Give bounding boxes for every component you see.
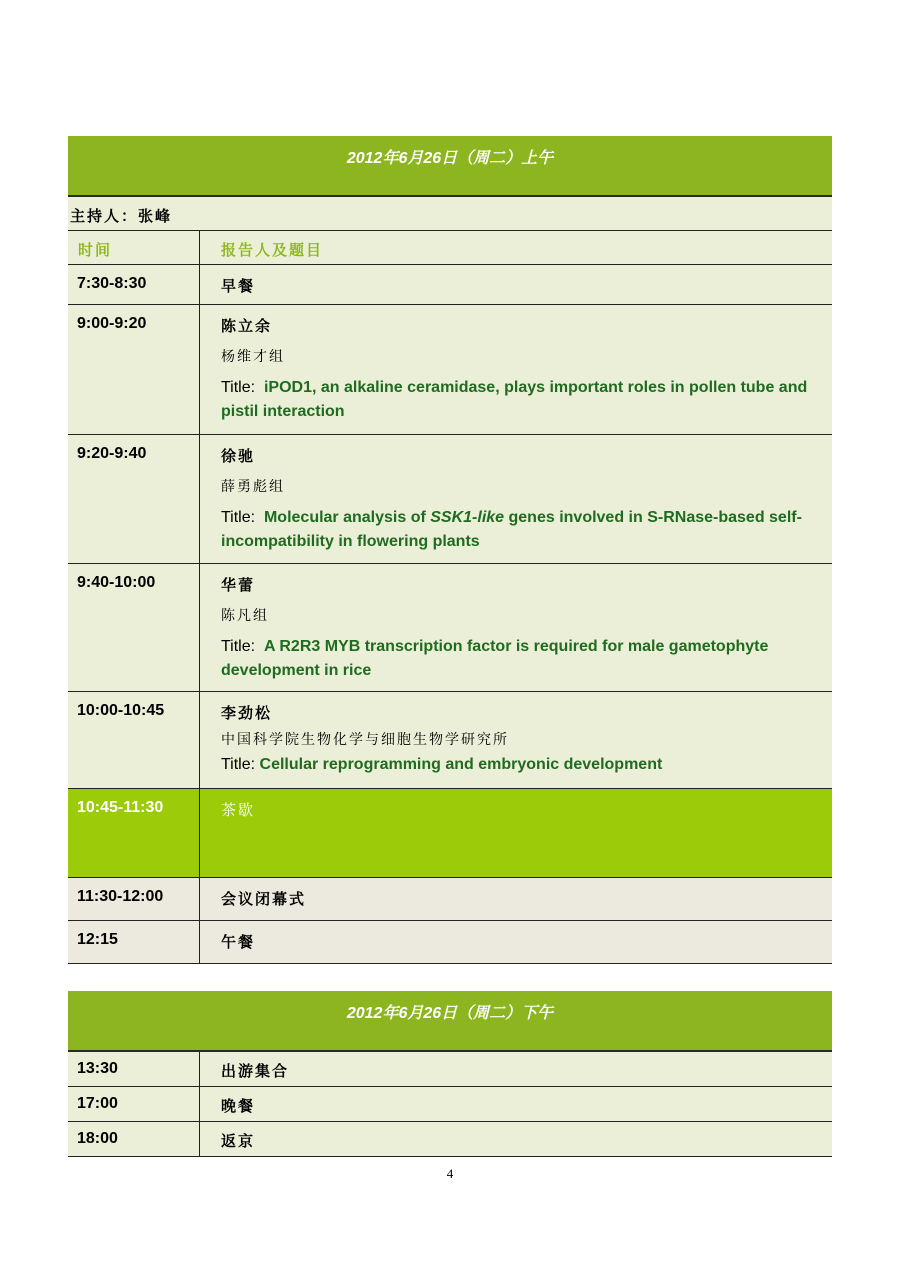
row-title [221,635,812,683]
row-time: 10:00-10:45 [68,692,200,788]
row-time: 9:20-9:40 [68,435,200,563]
page-number: 4 [446,1166,454,1181]
row-activity: 出游集合 [221,1062,290,1080]
row-group: 杨维才组 [221,349,285,365]
talk-title: Cellular reprogramming and embryonic development [259,756,663,773]
table-row-tea-break [68,789,832,878]
row-activity: 晚餐 [221,1097,256,1115]
header-time: 时间 [68,231,200,264]
row-speaker: 早餐 [221,277,256,295]
row-title [221,376,812,424]
title-label: Title: [221,756,256,773]
row-time: 12:15 [68,921,200,963]
header-topic: 报告人及题目 [221,241,324,259]
row-group: 陈凡组 [221,608,269,624]
table-row [68,1052,832,1087]
table-row [68,435,832,564]
row-time: 18:00 [68,1122,200,1156]
host-row: 主持人：张峰 [68,197,832,231]
title-label: Title: [221,509,256,526]
afternoon-date-banner [68,991,832,1052]
table-row [68,692,832,789]
row-activity: 返京 [221,1132,256,1150]
row-group: 薛勇彪组 [221,479,285,495]
row-group: 中国科学院生物化学与细胞生物学研究所 [221,732,509,748]
row-speaker: 徐驰 [221,447,256,465]
row-time: 17:00 [68,1087,200,1121]
table-row [68,1122,832,1157]
talk-title-gene: SSK1-like [430,509,505,526]
row-time: 9:40-10:00 [68,564,200,691]
row-speaker: 华蕾 [221,576,256,594]
row-speaker: 李劲松 [221,704,273,722]
afternoon-schedule-table [68,991,832,1157]
title-label: Title: [221,638,256,655]
table-row [68,305,832,435]
row-title [221,506,812,554]
table-row [68,1087,832,1122]
row-time: 11:30-12:00 [68,878,200,920]
row-speaker: 会议闭幕式 [221,890,307,908]
row-time: 13:30 [68,1052,200,1086]
row-speaker: 午餐 [221,933,256,951]
row-time: 10:45-11:30 [68,789,200,877]
table-row [68,265,832,305]
morning-schedule-table [68,136,832,964]
table-row [68,878,832,921]
row-time: 9:00-9:20 [68,305,200,434]
morning-date-text: 2012年6月26日（周二）上午 [346,150,554,167]
title-label: Title: [221,379,256,396]
morning-date-banner [68,136,832,197]
row-speaker: 茶歇 [221,801,256,819]
table-row [68,921,832,964]
row-title [221,753,812,777]
talk-title: iPOD1, an alkaline ceramidase, plays important roles in pollen tube and pistil interaction [221,379,808,420]
table-header [68,231,832,265]
table-row [68,564,832,692]
row-time: 7:30-8:30 [68,265,200,304]
row-speaker: 陈立余 [221,317,273,335]
talk-title-part-2: genes involved in S-RNase-based self-incompatibility in flowering plants [221,509,802,550]
talk-title: A R2R3 MYB transcription factor is required for male gametophyte development in rice [221,638,769,679]
afternoon-date-text: 2012年6月26日（周二）下午 [346,1005,554,1022]
talk-title-part-1: Molecular analysis of [263,509,431,526]
